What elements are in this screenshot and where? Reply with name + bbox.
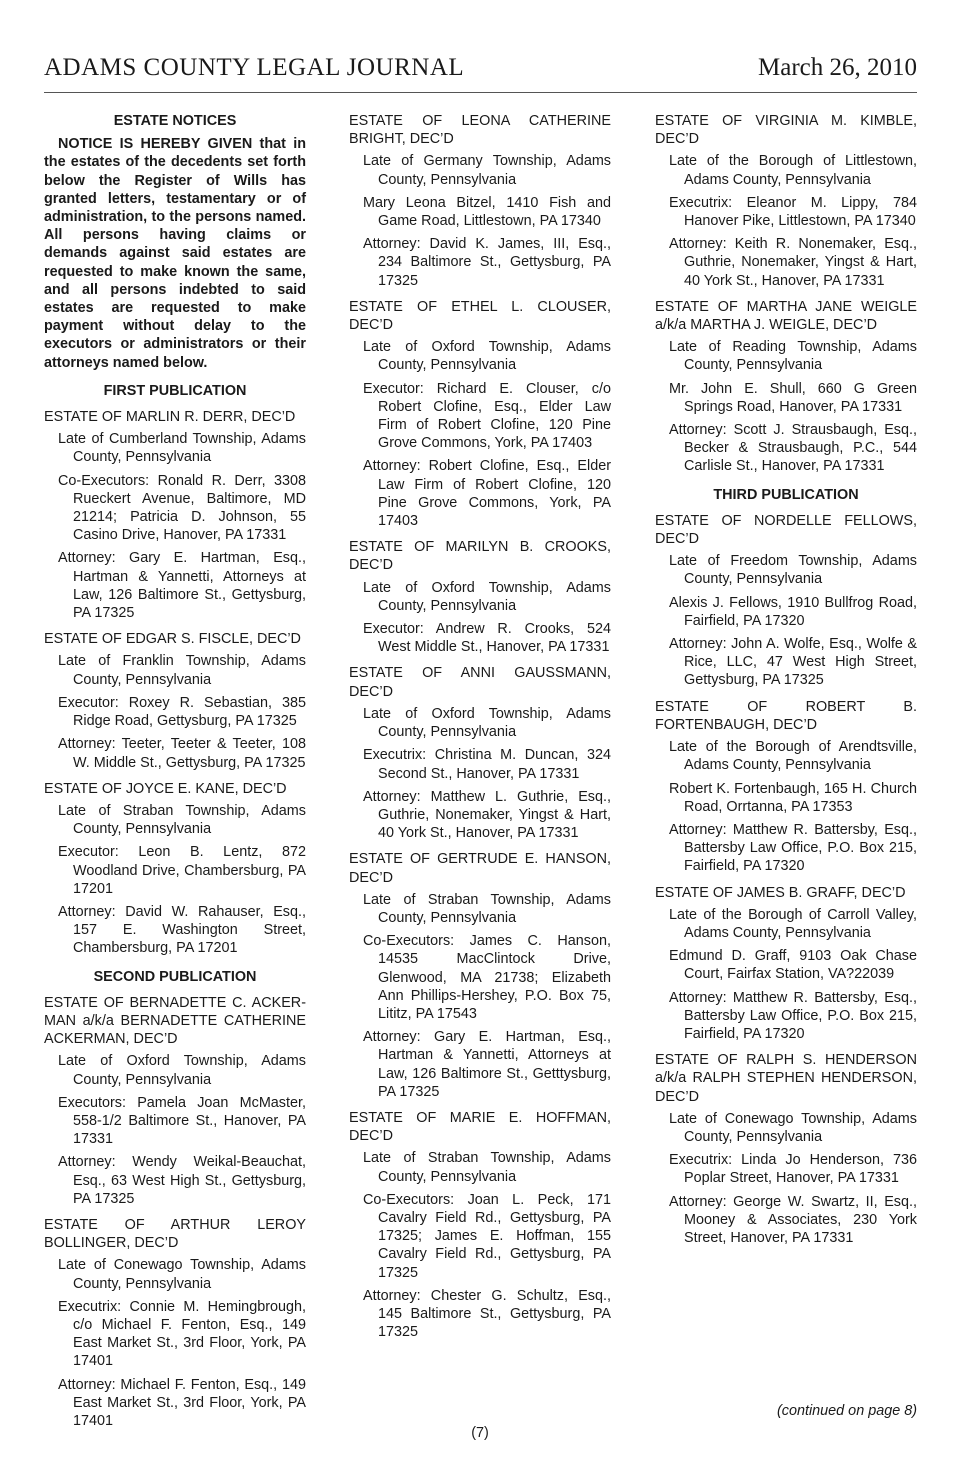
estate-title: ESTATE OF ETHEL L. CLOUSER, DEC’D (349, 298, 611, 334)
estate-title: ESTATE OF JAMES B. GRAFF, DEC’D (655, 884, 906, 901)
estate-entry (655, 1051, 917, 1247)
estate-title: ESTATE OF MARILYN B. CROOKS, DEC’D (349, 539, 611, 574)
estate-attorney: Attorney: David K. James, III, Esq., 234 Baltimore St., Gettysburg, PA 17325 (363, 236, 611, 289)
estate-attorney: Attorney: Matthew R. Battersby, Esq., Battersby Law Office, P.O. Box 215, Fairfield, PA 17320 (669, 821, 917, 875)
estate-executor: Co-Executors: James C. Hanson, 14535 MacClintock Drive, Glenwood, MA 21738; Elizabeth Ann Phillips-Hershey, P.O. Box 75, Lititz, PA 17543 (363, 933, 611, 1022)
estate-title: ESTATE OF MARIE E. HOFFMAN, DEC’D (349, 1109, 611, 1145)
page-header (44, 50, 917, 90)
estate-attorney: Attorney: Teeter, Teeter & Teeter, 108 W. Middle St., Gettysburg, PA 17325 (58, 736, 306, 771)
estate-title: ESTATE OF BERNADETTE C. ACKER-MAN a/k/a BERNADETTE CATHERINE ACKERMAN, DEC’D (44, 994, 306, 1048)
estate-attorney: Attorney: Gary E. Hartman, Esq., Hartman & Yannetti, Attorneys at Law, 126 Baltimore St., Getttysburg, PA 17325 (363, 1029, 611, 1100)
estate-residence: Late of the Borough of Carroll Valley, Adams County, Pennsylvania (669, 906, 917, 941)
estate-executor: Executrix: Christina M. Duncan, 324 Second St., Hanover, PA 17331 (363, 747, 611, 782)
estate-executor: Robert K. Fortenbaugh, 165 H. Church Road, Orrtanna, PA 17353 (669, 780, 917, 815)
estate-attorney: Attorney: David W. Rahauser, Esq., 157 E. Washington Street, Chambersburg, PA 17201 (58, 903, 306, 957)
estate-executor: Executor: Roxey R. Sebastian, 385 Ridge Road, Gettysburg, PA 17325 (58, 694, 306, 730)
estate-entry (349, 298, 611, 530)
estate-entry (349, 850, 611, 1101)
estate-executor: Executor: Andrew R. Crooks, 524 West Middle St., Hanover, PA 17331 (363, 621, 611, 656)
journal-title: ADAMS COUNTY LEGAL JOURNAL (44, 54, 465, 81)
column-3 (655, 112, 917, 1255)
estate-title: ESTATE OF JOYCE E. KANE, DEC’D (44, 780, 287, 797)
estate-attorney: Attorney: Michael F. Fenton, Esq., 149 East Market St., 3rd Floor, York, PA 17401 (58, 1376, 306, 1429)
estate-entry (655, 112, 917, 290)
column-1 (44, 112, 306, 1438)
notice-paragraph: NOTICE IS HEREBY GIVEN that in the estates of the decedents set forth below the Register of Wills has granted letters, testamentary or of administration, to the persons named. All persons having claims or demands against said estates are requested to make known the same, and all persons indebted to said estates are requested to make payment without delay to the executors or administrators or their attorneys named below. (44, 136, 306, 371)
section-heading: ESTATE NOTICES (113, 113, 237, 129)
page-number: (7) (471, 1425, 489, 1441)
estate-title: ESTATE OF NORDELLE FELLOWS, DEC’D (655, 512, 917, 548)
estate-residence: Late of Oxford Township, Adams County, Pennsylvania (363, 705, 611, 741)
estate-title: ESTATE OF ARTHUR LEROY BOLLINGER, DEC’D (44, 1216, 306, 1252)
estate-executor: Executors: Pamela Joan McMaster, 558-1/2 Baltimore St., Hanover, PA 17331 (58, 1094, 306, 1148)
estate-title: ESTATE OF LEONA CATHERINE BRIGHT, DEC’D (349, 113, 611, 148)
estate-executor: Executor: Richard E. Clouser, c/o Robert Clofine, Esq., Elder Law Firm of Robert Clofine, 120 Pine Grove Commons, York, PA 17403 (363, 380, 611, 452)
publication-heading: THIRD PUBLICATION (713, 486, 859, 503)
estate-entry (44, 994, 306, 1208)
estate-residence: Late of Germany Township, Adams County, Pennsylvania (363, 153, 611, 188)
estate-entry (44, 1216, 306, 1430)
publication-heading: FIRST PUBLICATION (103, 382, 247, 399)
estate-title: ESTATE OF MARTHA JANE WEIGLE a/k/a MARTHA J. WEIGLE, DEC’D (655, 298, 917, 334)
estate-attorney: Attorney: Scott J. Strausbaugh, Esq., Becker & Strausbaugh, P.C., 544 Carlisle St., Hanover, PA 17331 (669, 422, 917, 475)
estate-executor: Executrix: Linda Jo Henderson, 736 Poplar Street, Hanover, PA 17331 (669, 1152, 917, 1187)
estate-title: ESTATE OF RALPH S. HENDERSON a/k/a RALPH STEPHEN HENDERSON, DEC’D (655, 1052, 917, 1105)
estate-attorney: Attorney: Keith R. Nonemaker, Esq., Guthrie, Nonemaker, Yingst & Hart, 40 York St., Hanover, PA 17331 (669, 236, 917, 289)
estate-attorney: Attorney: Gary E. Hartman, Esq., Hartman & Yannetti, Attorneys at Law, 126 Baltimore St., Gettysburg, PA 17325 (58, 550, 306, 622)
estate-entry (44, 630, 306, 771)
estate-executor: Edmund D. Graff, 9103 Oak Chase Court, Fairfax Station, VA?22039 (669, 948, 917, 983)
estate-attorney: Attorney: Chester G. Schultz, Esq., 145 Baltimore St., Gettysburg, PA 17325 (363, 1287, 611, 1341)
estate-residence: Late of Straban Township, Adams County, Pennsylvania (363, 1150, 611, 1185)
estate-attorney: Attorney: Matthew L. Guthrie, Esq., Guthrie, Nonemaker, Yingst & Hart, 40 York St., Hanover, PA 17331 (363, 788, 611, 842)
estate-executor: Alexis J. Fellows, 1910 Bullfrog Road, Fairfield, PA 17320 (669, 594, 917, 629)
header-rule (44, 92, 917, 93)
estate-residence: Late of Oxford Township, Adams County, Pennsylvania (363, 339, 611, 374)
estate-residence: Late of Reading Township, Adams County, Pennsylvania (669, 339, 917, 374)
estate-residence: Late of Straban Township, Adams County, Pennsylvania (363, 891, 611, 926)
estate-entry (349, 1109, 611, 1341)
issue-date: March 26, 2010 (758, 54, 917, 81)
estate-attorney: Attorney: Wendy Weikal-Beauchat, Esq., 63 West High St., Gettysburg, PA 17325 (58, 1154, 306, 1207)
column-2 (349, 112, 611, 1349)
estate-residence: Late of Freedom Township, Adams County, Pennsylvania (669, 553, 917, 588)
estate-entry (44, 408, 306, 622)
continued-note: (continued on page 8) (776, 1403, 917, 1419)
estate-title: ESTATE OF ANNI GAUSSMANN, DEC’D (349, 665, 611, 700)
estate-title: ESTATE OF EDGAR S. FISCLE, DEC’D (44, 631, 301, 648)
estate-executor: Mary Leona Bitzel, 1410 Fish and Game Road, Littlestown, PA 17340 (363, 194, 611, 230)
publication-heading: SECOND PUBLICATION (93, 968, 257, 985)
estate-residence: Late of Oxford Township, Adams County, Pennsylvania (363, 579, 611, 614)
estate-title: ESTATE OF MARLIN R. DERR, DEC’D (44, 409, 296, 426)
estate-executor: Co-Executors: Joan L. Peck, 171 Cavalry Field Rd., Gettysburg, PA 17325; James E. Hoffman, 155 Cavalry Field Rd., Gettysburg, PA 17325 (363, 1191, 611, 1281)
estate-entry (349, 112, 611, 290)
estate-executor: Co-Executors: Ronald R. Derr, 3308 Rueckert Avenue, Baltimore, MD 21214; Patricia D. Johnson, 55 Casino Drive, Hanover, PA 17331 (58, 472, 306, 544)
estate-executor: Executrix: Eleanor M. Lippy, 784 Hanover Pike, Littlestown, PA 17340 (669, 194, 917, 230)
estate-executor: Executrix: Connie M. Hemingbrough, c/o Michael F. Fenton, Esq., 149 East Market St., 3rd Floor, York, PA 17401 (58, 1298, 306, 1370)
estate-entry (655, 698, 917, 876)
estate-residence: Late of the Borough of Littlestown, Adams County, Pennsylvania (669, 153, 917, 188)
estate-residence: Late of Conewago Township, Adams County, Pennsylvania (58, 1257, 306, 1292)
estate-entry (655, 512, 917, 690)
estate-residence: Late of the Borough of Arendtsville, Adams County, Pennsylvania (669, 739, 917, 774)
estate-title: ESTATE OF GERTRUDE E. HANSON, DEC’D (349, 851, 611, 886)
estate-title: ESTATE OF VIRGINIA M. KIMBLE, DEC’D (655, 113, 917, 148)
estate-residence: Late of Conewago Township, Adams County, Pennsylvania (669, 1110, 917, 1145)
estate-executor: Executor: Leon B. Lentz, 872 Woodland Drive, Chambersburg, PA 17201 (58, 844, 306, 897)
estate-entry (655, 884, 917, 1044)
estate-entry (349, 664, 611, 842)
estate-attorney: Attorney: Matthew R. Battersby, Esq., Battersby Law Office, P.O. Box 215, Fairfield, PA 17320 (669, 989, 917, 1042)
estate-attorney: Attorney: Robert Clofine, Esq., Elder Law Firm of Robert Clofine, 120 Pine Grove Commons, York, PA 17403 (363, 458, 611, 530)
estate-entry (44, 780, 306, 958)
estate-attorney: Attorney: John A. Wolfe, Esq., Wolfe & Rice, LLC, 47 West High Street, Gettysburg, PA 17325 (669, 636, 917, 689)
estate-entry (655, 298, 917, 476)
estate-attorney: Attorney: George W. Swartz, II, Esq., Mooney & Associates, 230 York Street, Hanover, PA 17331 (669, 1193, 917, 1246)
estate-residence: Late of Cumberland Township, Adams County, Pennsylvania (58, 431, 306, 466)
estate-residence: Late of Straban Township, Adams County, Pennsylvania (58, 802, 306, 838)
estate-title: ESTATE OF ROBERT B. FORTENBAUGH, DEC’D (655, 698, 917, 733)
estate-residence: Late of Franklin Township, Adams County, Pennsylvania (58, 653, 306, 688)
estate-executor: Mr. John E. Shull, 660 G Green Springs Road, Hanover, PA 17331 (669, 380, 917, 415)
estate-residence: Late of Oxford Township, Adams County, Pennsylvania (58, 1053, 306, 1088)
estate-entry (349, 538, 611, 656)
